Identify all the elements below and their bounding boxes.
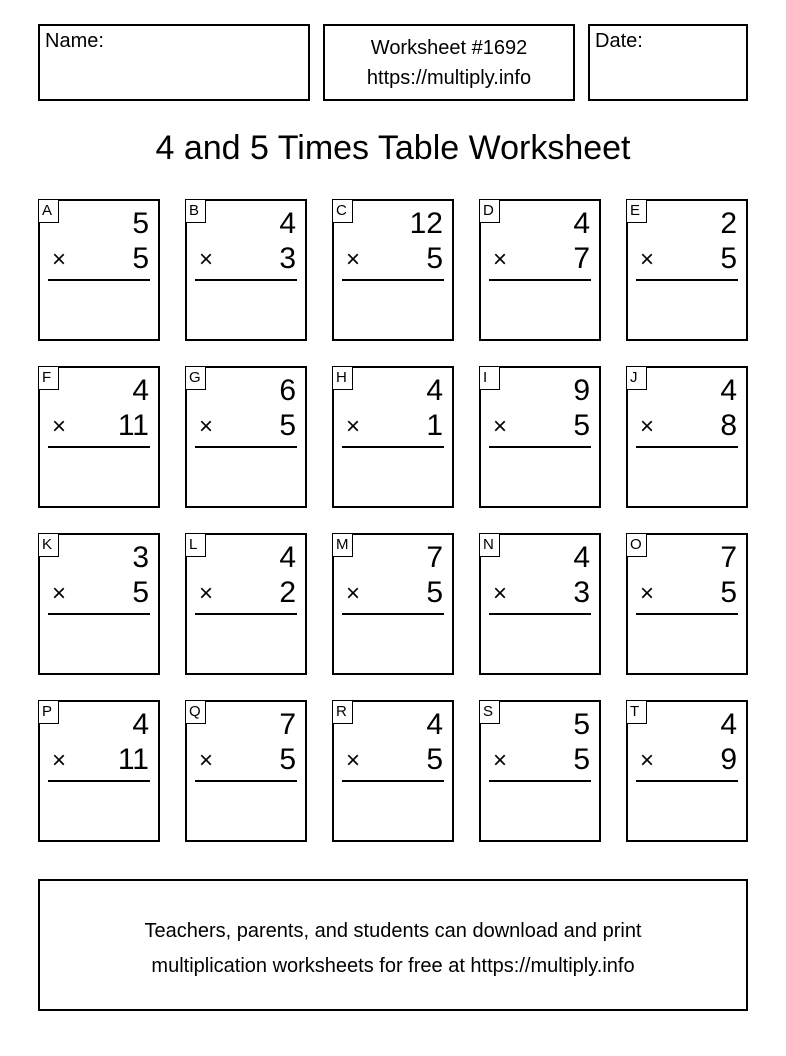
footer-line-2: multiplication worksheets for free at https://multiply.info bbox=[151, 955, 635, 977]
answer-line bbox=[489, 279, 591, 281]
problem-label: F bbox=[38, 366, 59, 390]
problem-box[interactable] bbox=[38, 700, 160, 842]
answer-line bbox=[48, 446, 150, 448]
multiplicand: 5 bbox=[573, 708, 590, 741]
date-label: Date: bbox=[595, 30, 643, 52]
footer-line-1: Teachers, parents, and students can download and print bbox=[144, 920, 642, 942]
problem-label: C bbox=[332, 199, 353, 223]
problem-label: I bbox=[479, 366, 500, 390]
times-sign: × bbox=[346, 747, 361, 774]
problem-box[interactable] bbox=[38, 199, 160, 341]
problem-box[interactable] bbox=[38, 533, 160, 675]
problem-box[interactable] bbox=[185, 199, 307, 341]
problem-box[interactable] bbox=[626, 366, 748, 508]
multiplicand: 6 bbox=[279, 374, 296, 407]
multiplicand: 4 bbox=[132, 374, 149, 407]
answer-line bbox=[489, 780, 591, 782]
multiplier: 3 bbox=[279, 242, 296, 275]
problem-label: R bbox=[332, 700, 353, 724]
times-sign: × bbox=[199, 413, 214, 440]
multiplicand: 7 bbox=[279, 708, 296, 741]
answer-line bbox=[636, 446, 738, 448]
multiplier: 5 bbox=[720, 242, 737, 275]
multiplier: 5 bbox=[426, 576, 443, 609]
answer-line bbox=[342, 279, 444, 281]
problem-label: S bbox=[479, 700, 500, 724]
multiplier: 5 bbox=[132, 242, 149, 275]
multiplier: 8 bbox=[720, 409, 737, 442]
multiplier: 11 bbox=[117, 409, 149, 442]
times-sign: × bbox=[493, 747, 508, 774]
multiplier: 5 bbox=[573, 409, 590, 442]
multiplicand: 4 bbox=[132, 708, 149, 741]
problem-label: H bbox=[332, 366, 353, 390]
times-sign: × bbox=[199, 580, 214, 607]
multiplicand: 3 bbox=[132, 541, 149, 574]
problem-box[interactable] bbox=[38, 366, 160, 508]
multiplier: 5 bbox=[720, 576, 737, 609]
times-sign: × bbox=[640, 580, 655, 607]
answer-line bbox=[636, 613, 738, 615]
problem-box[interactable] bbox=[479, 533, 601, 675]
times-sign: × bbox=[493, 413, 508, 440]
problem-label: P bbox=[38, 700, 59, 724]
times-sign: × bbox=[52, 413, 67, 440]
multiplier: 3 bbox=[573, 576, 590, 609]
multiplier: 5 bbox=[573, 743, 590, 776]
problem-box[interactable] bbox=[185, 700, 307, 842]
multiplier: 7 bbox=[573, 242, 590, 275]
problem-label: T bbox=[626, 700, 647, 724]
times-sign: × bbox=[346, 580, 361, 607]
problem-label: J bbox=[626, 366, 647, 390]
multiplier: 9 bbox=[720, 743, 737, 776]
times-sign: × bbox=[640, 747, 655, 774]
multiplier: 2 bbox=[279, 576, 296, 609]
problem-label: B bbox=[185, 199, 206, 223]
worksheet-info-box bbox=[323, 24, 575, 101]
times-sign: × bbox=[199, 246, 214, 273]
multiplicand: 4 bbox=[279, 541, 296, 574]
multiplicand: 4 bbox=[573, 541, 590, 574]
multiplicand: 4 bbox=[573, 207, 590, 240]
answer-line bbox=[48, 613, 150, 615]
multiplier: 1 bbox=[426, 409, 443, 442]
problem-label: L bbox=[185, 533, 206, 557]
multiplicand: 4 bbox=[426, 374, 443, 407]
problem-box[interactable] bbox=[626, 199, 748, 341]
footer-box bbox=[38, 879, 748, 1011]
answer-line bbox=[342, 780, 444, 782]
answer-line bbox=[636, 279, 738, 281]
worksheet-website: https://multiply.info bbox=[366, 67, 532, 89]
problem-label: M bbox=[332, 533, 353, 557]
times-sign: × bbox=[640, 246, 655, 273]
times-sign: × bbox=[199, 747, 214, 774]
multiplicand: 5 bbox=[132, 207, 149, 240]
worksheet-number: Worksheet #1692 bbox=[370, 37, 528, 59]
problem-label: G bbox=[185, 366, 206, 390]
multiplicand: 9 bbox=[573, 374, 590, 407]
answer-line bbox=[195, 613, 297, 615]
times-sign: × bbox=[346, 246, 361, 273]
answer-line bbox=[48, 279, 150, 281]
answer-line bbox=[195, 279, 297, 281]
answer-line bbox=[195, 446, 297, 448]
answer-line bbox=[195, 780, 297, 782]
problem-box[interactable] bbox=[626, 533, 748, 675]
multiplicand: 4 bbox=[426, 708, 443, 741]
multiplicand: 4 bbox=[720, 374, 737, 407]
multiplier: 11 bbox=[117, 743, 149, 776]
multiplier: 5 bbox=[279, 409, 296, 442]
problem-label: K bbox=[38, 533, 59, 557]
times-sign: × bbox=[52, 246, 67, 273]
multiplier: 5 bbox=[426, 242, 443, 275]
problem-grid bbox=[38, 199, 748, 842]
problem-label: E bbox=[626, 199, 647, 223]
answer-line bbox=[48, 780, 150, 782]
problem-label: Q bbox=[185, 700, 206, 724]
answer-line bbox=[342, 613, 444, 615]
problem-box[interactable] bbox=[332, 533, 454, 675]
multiplicand: 4 bbox=[720, 708, 737, 741]
problem-box[interactable] bbox=[185, 533, 307, 675]
page-title: 4 and 5 Times Table Worksheet bbox=[155, 129, 631, 167]
times-sign: × bbox=[52, 747, 67, 774]
multiplicand: 2 bbox=[720, 207, 737, 240]
problem-box[interactable] bbox=[479, 199, 601, 341]
problem-box[interactable] bbox=[332, 199, 454, 341]
answer-line bbox=[489, 446, 591, 448]
multiplicand: 12 bbox=[409, 207, 443, 240]
date-box[interactable] bbox=[588, 24, 748, 101]
times-sign: × bbox=[346, 413, 361, 440]
times-sign: × bbox=[52, 580, 67, 607]
problem-box[interactable] bbox=[332, 700, 454, 842]
problem-box[interactable] bbox=[479, 366, 601, 508]
answer-line bbox=[636, 780, 738, 782]
problem-label: A bbox=[38, 199, 59, 223]
problem-box[interactable] bbox=[479, 700, 601, 842]
multiplicand: 7 bbox=[720, 541, 737, 574]
multiplier: 5 bbox=[279, 743, 296, 776]
times-sign: × bbox=[493, 580, 508, 607]
problem-box[interactable] bbox=[626, 700, 748, 842]
times-sign: × bbox=[493, 246, 508, 273]
problem-box[interactable] bbox=[332, 366, 454, 508]
multiplier: 5 bbox=[426, 743, 443, 776]
multiplicand: 7 bbox=[426, 541, 443, 574]
problem-label: O bbox=[626, 533, 647, 557]
multiplicand: 4 bbox=[279, 207, 296, 240]
name-label: Name: bbox=[45, 30, 104, 52]
times-sign: × bbox=[640, 413, 655, 440]
answer-line bbox=[342, 446, 444, 448]
problem-label: D bbox=[479, 199, 500, 223]
multiplier: 5 bbox=[132, 576, 149, 609]
problem-label: N bbox=[479, 533, 500, 557]
problem-box[interactable] bbox=[185, 366, 307, 508]
answer-line bbox=[489, 613, 591, 615]
name-box[interactable] bbox=[38, 24, 310, 101]
